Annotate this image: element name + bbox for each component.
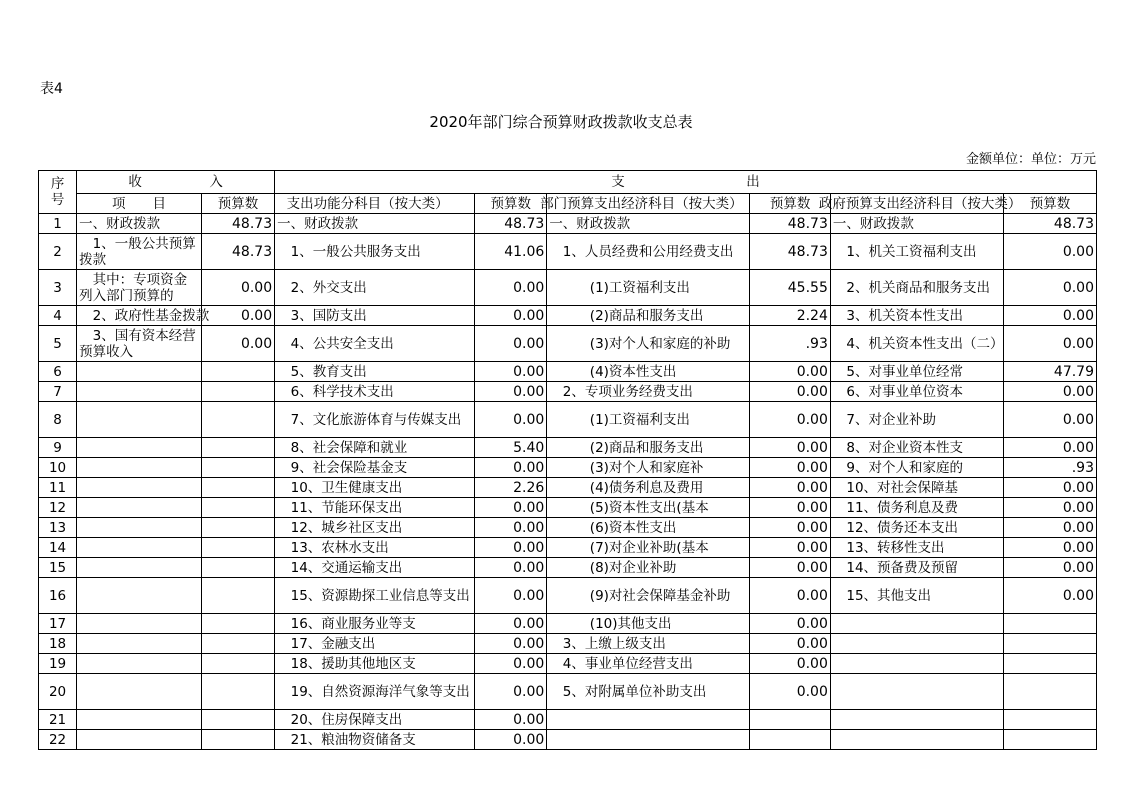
income-item-cell xyxy=(77,382,202,402)
gov-amount-cell xyxy=(1004,634,1097,654)
seq-cell: 2 xyxy=(39,234,77,270)
income-item-cell xyxy=(77,730,202,750)
income-item-cell: 一、财政拨款 xyxy=(77,214,202,234)
page-title: 2020年部门综合预算财政拨款收支总表 xyxy=(429,113,693,131)
dept-econ-cell: (6)资本性支出 xyxy=(547,518,750,538)
income-amount-cell xyxy=(201,674,274,710)
dept-econ-cell: 5、对附属单位补助支出 xyxy=(547,674,750,710)
gov-econ-cell: 12、债务还本支出 xyxy=(830,518,1003,538)
income-amount-cell xyxy=(201,558,274,578)
budget-summary-table xyxy=(38,170,1097,750)
func-amount-cell: 0.00 xyxy=(475,270,547,306)
func-subject-cell: 4、公共安全支出 xyxy=(275,326,475,362)
func-subject-cell: 7、文化旅游体育与传媒支出 xyxy=(275,402,475,438)
seq-cell: 17 xyxy=(39,614,77,634)
dept-amount-cell: 0.00 xyxy=(750,538,830,558)
dept-amount-cell xyxy=(750,730,830,750)
dept-econ-cell: (3)对个人和家庭补 xyxy=(547,458,750,478)
income-item-cell xyxy=(77,634,202,654)
dept-amount-cell: 45.55 xyxy=(750,270,830,306)
func-subject-header: 支出功能分科目（按大类） xyxy=(275,194,475,214)
dept-amount-cell: 0.00 xyxy=(750,362,830,382)
seq-cell: 16 xyxy=(39,578,77,614)
table-row xyxy=(39,214,1097,234)
table-row xyxy=(39,326,1097,362)
table-body xyxy=(39,214,1097,750)
dept-econ-cell: 2、专项业务经费支出 xyxy=(547,382,750,402)
gov-amount-cell xyxy=(1004,710,1097,730)
gov-amount-cell: 48.73 xyxy=(1004,214,1097,234)
gov-econ-cell: 4、机关资本性支出（二） xyxy=(830,326,1003,362)
table-row xyxy=(39,458,1097,478)
gov-amount-cell: 0.00 xyxy=(1004,498,1097,518)
gov-econ-cell: 3、机关资本性支出 xyxy=(830,306,1003,326)
table-number-label: 表4 xyxy=(40,81,63,97)
gov-amount-cell xyxy=(1004,614,1097,634)
table-row xyxy=(39,518,1097,538)
seq-cell: 6 xyxy=(39,362,77,382)
func-amount-cell: 0.00 xyxy=(475,558,547,578)
dept-econ-cell: (10)其他支出 xyxy=(547,614,750,634)
table-row xyxy=(39,438,1097,458)
seq-cell: 15 xyxy=(39,558,77,578)
gov-amount-cell: 0.00 xyxy=(1004,306,1097,326)
seq-cell: 10 xyxy=(39,458,77,478)
func-subject-cell: 15、资源勘探工业信息等支出 xyxy=(275,578,475,614)
table-row xyxy=(39,538,1097,558)
func-amount-cell: 0.00 xyxy=(475,402,547,438)
gov-amount-cell: 0.00 xyxy=(1004,558,1097,578)
gov-econ-cell: 11、债务利息及费 xyxy=(830,498,1003,518)
table-row xyxy=(39,558,1097,578)
seq-cell: 8 xyxy=(39,402,77,438)
func-amount-cell: 5.40 xyxy=(475,438,547,458)
gov-econ-header: 政府预算支出经济科目（按大类） xyxy=(818,195,1022,212)
income-item-cell: 2、政府性基金拨款 xyxy=(77,306,202,326)
gov-amount-cell: 0.00 xyxy=(1004,538,1097,558)
income-amount-cell xyxy=(201,538,274,558)
func-subject-cell: 13、农林水支出 xyxy=(275,538,475,558)
income-item-cell xyxy=(77,558,202,578)
income-header: 收 入 xyxy=(77,171,275,194)
income-amount-cell xyxy=(201,458,274,478)
income-amount-cell xyxy=(201,362,274,382)
table-row xyxy=(39,614,1097,634)
gov-econ-cell: 14、预备费及预留 xyxy=(830,558,1003,578)
header-row-1 xyxy=(39,171,1097,194)
dept-econ-cell: (1)工资福利支出 xyxy=(547,270,750,306)
seq-cell: 14 xyxy=(39,538,77,558)
gov-amount-cell: 0.00 xyxy=(1004,326,1097,362)
income-item-cell xyxy=(77,578,202,614)
func-amount-cell: 0.00 xyxy=(475,710,547,730)
income-amount-cell xyxy=(201,730,274,750)
dept-amount-cell: 0.00 xyxy=(750,634,830,654)
seq-cell: 20 xyxy=(39,674,77,710)
income-item-cell xyxy=(77,710,202,730)
table-row xyxy=(39,710,1097,730)
func-subject-cell: 6、科学技术支出 xyxy=(275,382,475,402)
gov-amount-cell: 0.00 xyxy=(1004,478,1097,498)
seq-cell: 3 xyxy=(39,270,77,306)
dept-amount-cell: 0.00 xyxy=(750,518,830,538)
income-item-cell xyxy=(77,458,202,478)
income-item-cell xyxy=(77,518,202,538)
gov-econ-cell: 2、机关商品和服务支出 xyxy=(830,270,1003,306)
gov-econ-cell: 13、转移性支出 xyxy=(830,538,1003,558)
seq-cell: 19 xyxy=(39,654,77,674)
gov-econ-cell: 6、对事业单位资本 xyxy=(830,382,1003,402)
dept-econ-cell: (7)对企业补助(基本 xyxy=(547,538,750,558)
dept-econ-cell: 4、事业单位经营支出 xyxy=(547,654,750,674)
income-item-cell xyxy=(77,538,202,558)
func-amount-cell: 0.00 xyxy=(475,730,547,750)
table-row xyxy=(39,478,1097,498)
table-header xyxy=(39,171,1097,214)
dept-econ-header: 部门预算支出经济科目（按大类） xyxy=(547,194,750,214)
func-subject-cell: 9、社会保险基金支 xyxy=(275,458,475,478)
dept-amount-cell xyxy=(750,710,830,730)
gov-amount-cell xyxy=(1004,654,1097,674)
gov-amount-cell: .93 xyxy=(1004,458,1097,478)
income-item-cell: 1、一般公共预算拨款 xyxy=(77,234,202,270)
func-subject-cell: 17、金融支出 xyxy=(275,634,475,654)
income-item-header: 项 目 xyxy=(77,194,202,214)
gov-amount-cell: 0.00 xyxy=(1004,518,1097,538)
dept-amount-cell: 0.00 xyxy=(750,438,830,458)
table-row xyxy=(39,270,1097,306)
dept-amount-cell: 2.24 xyxy=(750,306,830,326)
dept-econ-cell xyxy=(547,730,750,750)
gov-econ-cell xyxy=(830,634,1003,654)
income-amount-cell xyxy=(201,654,274,674)
seq-cell: 21 xyxy=(39,710,77,730)
table-row xyxy=(39,306,1097,326)
dept-amount-cell: 0.00 xyxy=(750,498,830,518)
dept-amount-cell: .93 xyxy=(750,326,830,362)
func-amount-cell: 41.06 xyxy=(475,234,547,270)
gov-amount-cell: 0.00 xyxy=(1004,382,1097,402)
table-row xyxy=(39,498,1097,518)
income-amount-cell xyxy=(201,402,274,438)
func-subject-cell: 1、一般公共服务支出 xyxy=(275,234,475,270)
income-item-cell xyxy=(77,614,202,634)
table-row xyxy=(39,382,1097,402)
table-row xyxy=(39,634,1097,654)
income-item-cell xyxy=(77,654,202,674)
income-amount-cell xyxy=(201,710,274,730)
income-item-cell xyxy=(77,674,202,710)
gov-amount-cell xyxy=(1004,730,1097,750)
dept-amount-cell: 0.00 xyxy=(750,458,830,478)
table-row xyxy=(39,362,1097,382)
dept-econ-cell: (4)资本性支出 xyxy=(547,362,750,382)
gov-amount-cell: 0.00 xyxy=(1004,438,1097,458)
func-amount-cell: 0.00 xyxy=(475,498,547,518)
table-row xyxy=(39,234,1097,270)
gov-econ-cell: 10、对社会保障基 xyxy=(830,478,1003,498)
income-amount-cell xyxy=(201,498,274,518)
func-subject-cell: 12、城乡社区支出 xyxy=(275,518,475,538)
table-row xyxy=(39,730,1097,750)
income-amount-cell xyxy=(201,578,274,614)
dept-econ-cell: 1、人员经费和公用经费支出 xyxy=(547,234,750,270)
gov-econ-cell: 一、财政拨款 xyxy=(830,214,1003,234)
func-amount-cell: 0.00 xyxy=(475,538,547,558)
dept-budget-header: 预算数 xyxy=(750,194,830,214)
dept-econ-cell: 一、财政拨款 xyxy=(547,214,750,234)
func-subject-cell: 2、外交支出 xyxy=(275,270,475,306)
gov-econ-cell xyxy=(830,710,1003,730)
func-amount-cell: 0.00 xyxy=(475,458,547,478)
dept-econ-cell: (2)商品和服务支出 xyxy=(547,438,750,458)
func-amount-cell: 0.00 xyxy=(475,578,547,614)
dept-amount-cell: 48.73 xyxy=(750,214,830,234)
income-budget-header: 预算数 xyxy=(201,194,274,214)
table-row xyxy=(39,402,1097,438)
dept-econ-cell: (8)对企业补助 xyxy=(547,558,750,578)
amount-unit-label: 金额单位：单位：万元 xyxy=(965,152,1096,167)
func-subject-cell: 19、自然资源海洋气象等支出 xyxy=(275,674,475,710)
seq-cell: 1 xyxy=(39,214,77,234)
dept-econ-cell: (3)对个人和家庭的补助 xyxy=(547,326,750,362)
seq-cell: 5 xyxy=(39,326,77,362)
dept-amount-cell: 0.00 xyxy=(750,674,830,710)
func-subject-cell: 18、援助其他地区支 xyxy=(275,654,475,674)
func-subject-cell: 10、卫生健康支出 xyxy=(275,478,475,498)
gov-econ-cell xyxy=(830,654,1003,674)
income-item-cell: 3、国有资本经营预算收入 xyxy=(77,326,202,362)
gov-amount-cell: 0.00 xyxy=(1004,234,1097,270)
gov-amount-cell: 0.00 xyxy=(1004,270,1097,306)
income-amount-cell: 0.00 xyxy=(201,326,274,362)
gov-amount-cell: 0.00 xyxy=(1004,402,1097,438)
func-subject-cell: 5、教育支出 xyxy=(275,362,475,382)
func-subject-cell: 16、商业服务业等支 xyxy=(275,614,475,634)
func-amount-cell: 0.00 xyxy=(475,674,547,710)
income-item-cell: 其中：专项资金列入部门预算的 xyxy=(77,270,202,306)
func-amount-cell: 0.00 xyxy=(475,654,547,674)
gov-econ-cell: 1、机关工资福利支出 xyxy=(830,234,1003,270)
table-row xyxy=(39,654,1097,674)
income-item-cell xyxy=(77,402,202,438)
seq-cell: 13 xyxy=(39,518,77,538)
func-subject-cell: 20、住房保障支出 xyxy=(275,710,475,730)
dept-econ-cell: (9)对社会保障基金补助 xyxy=(547,578,750,614)
seq-cell: 11 xyxy=(39,478,77,498)
income-amount-cell xyxy=(201,518,274,538)
income-amount-cell xyxy=(201,634,274,654)
func-amount-cell: 0.00 xyxy=(475,382,547,402)
income-amount-cell: 0.00 xyxy=(201,270,274,306)
dept-econ-cell: (5)资本性支出(基本 xyxy=(547,498,750,518)
dept-amount-cell: 0.00 xyxy=(750,478,830,498)
gov-budget-header: 预算数 xyxy=(1004,194,1097,214)
gov-amount-cell xyxy=(1004,674,1097,710)
seq-header: 序 号 xyxy=(39,171,77,214)
gov-econ-cell xyxy=(830,614,1003,634)
dept-econ-cell: (4)债务利息及费用 xyxy=(547,478,750,498)
gov-econ-cell xyxy=(830,730,1003,750)
income-amount-cell: 0.00 xyxy=(201,306,274,326)
income-item-cell xyxy=(77,362,202,382)
func-amount-cell: 2.26 xyxy=(475,478,547,498)
seq-cell: 9 xyxy=(39,438,77,458)
table-row xyxy=(39,674,1097,710)
seq-cell: 7 xyxy=(39,382,77,402)
income-item-cell xyxy=(77,498,202,518)
seq-cell: 22 xyxy=(39,730,77,750)
dept-amount-cell: 48.73 xyxy=(750,234,830,270)
header-row-2 xyxy=(39,194,1097,214)
seq-cell: 18 xyxy=(39,634,77,654)
dept-amount-cell: 0.00 xyxy=(750,614,830,634)
func-amount-cell: 48.73 xyxy=(475,214,547,234)
income-amount-cell: 48.73 xyxy=(201,234,274,270)
income-amount-cell xyxy=(201,382,274,402)
seq-cell: 4 xyxy=(39,306,77,326)
func-amount-cell: 0.00 xyxy=(475,306,547,326)
income-item-cell xyxy=(77,478,202,498)
income-amount-cell xyxy=(201,614,274,634)
gov-econ-cell: 9、对个人和家庭的 xyxy=(830,458,1003,478)
func-subject-cell: 一、财政拨款 xyxy=(275,214,475,234)
expense-header: 支 出 xyxy=(275,171,1097,194)
func-amount-cell: 0.00 xyxy=(475,326,547,362)
income-item-cell xyxy=(77,438,202,458)
func-subject-cell: 11、节能环保支出 xyxy=(275,498,475,518)
func-budget-header: 预算数 xyxy=(475,194,547,214)
gov-amount-cell: 47.79 xyxy=(1004,362,1097,382)
func-amount-cell: 0.00 xyxy=(475,634,547,654)
gov-econ-cell xyxy=(830,674,1003,710)
gov-amount-cell: 0.00 xyxy=(1004,578,1097,614)
dept-econ-cell xyxy=(547,710,750,730)
table-row xyxy=(39,578,1097,614)
gov-econ-cell: 15、其他支出 xyxy=(830,578,1003,614)
func-subject-cell: 8、社会保障和就业 xyxy=(275,438,475,458)
func-subject-cell: 21、粮油物资储备支 xyxy=(275,730,475,750)
income-amount-cell xyxy=(201,478,274,498)
func-amount-cell: 0.00 xyxy=(475,518,547,538)
func-subject-cell: 3、国防支出 xyxy=(275,306,475,326)
func-amount-cell: 0.00 xyxy=(475,614,547,634)
gov-econ-cell: 5、对事业单位经常 xyxy=(830,362,1003,382)
income-amount-cell xyxy=(201,438,274,458)
func-amount-cell: 0.00 xyxy=(475,362,547,382)
func-subject-cell: 14、交通运输支出 xyxy=(275,558,475,578)
dept-amount-cell: 0.00 xyxy=(750,578,830,614)
seq-cell: 12 xyxy=(39,498,77,518)
gov-econ-cell: 8、对企业资本性支 xyxy=(830,438,1003,458)
income-amount-cell: 48.73 xyxy=(201,214,274,234)
dept-amount-cell: 0.00 xyxy=(750,402,830,438)
dept-econ-cell: 3、上缴上级支出 xyxy=(547,634,750,654)
dept-econ-cell: (2)商品和服务支出 xyxy=(547,306,750,326)
dept-amount-cell: 0.00 xyxy=(750,382,830,402)
dept-amount-cell: 0.00 xyxy=(750,654,830,674)
gov-econ-cell: 7、对企业补助 xyxy=(830,402,1003,438)
dept-econ-cell: (1)工资福利支出 xyxy=(547,402,750,438)
dept-amount-cell: 0.00 xyxy=(750,558,830,578)
